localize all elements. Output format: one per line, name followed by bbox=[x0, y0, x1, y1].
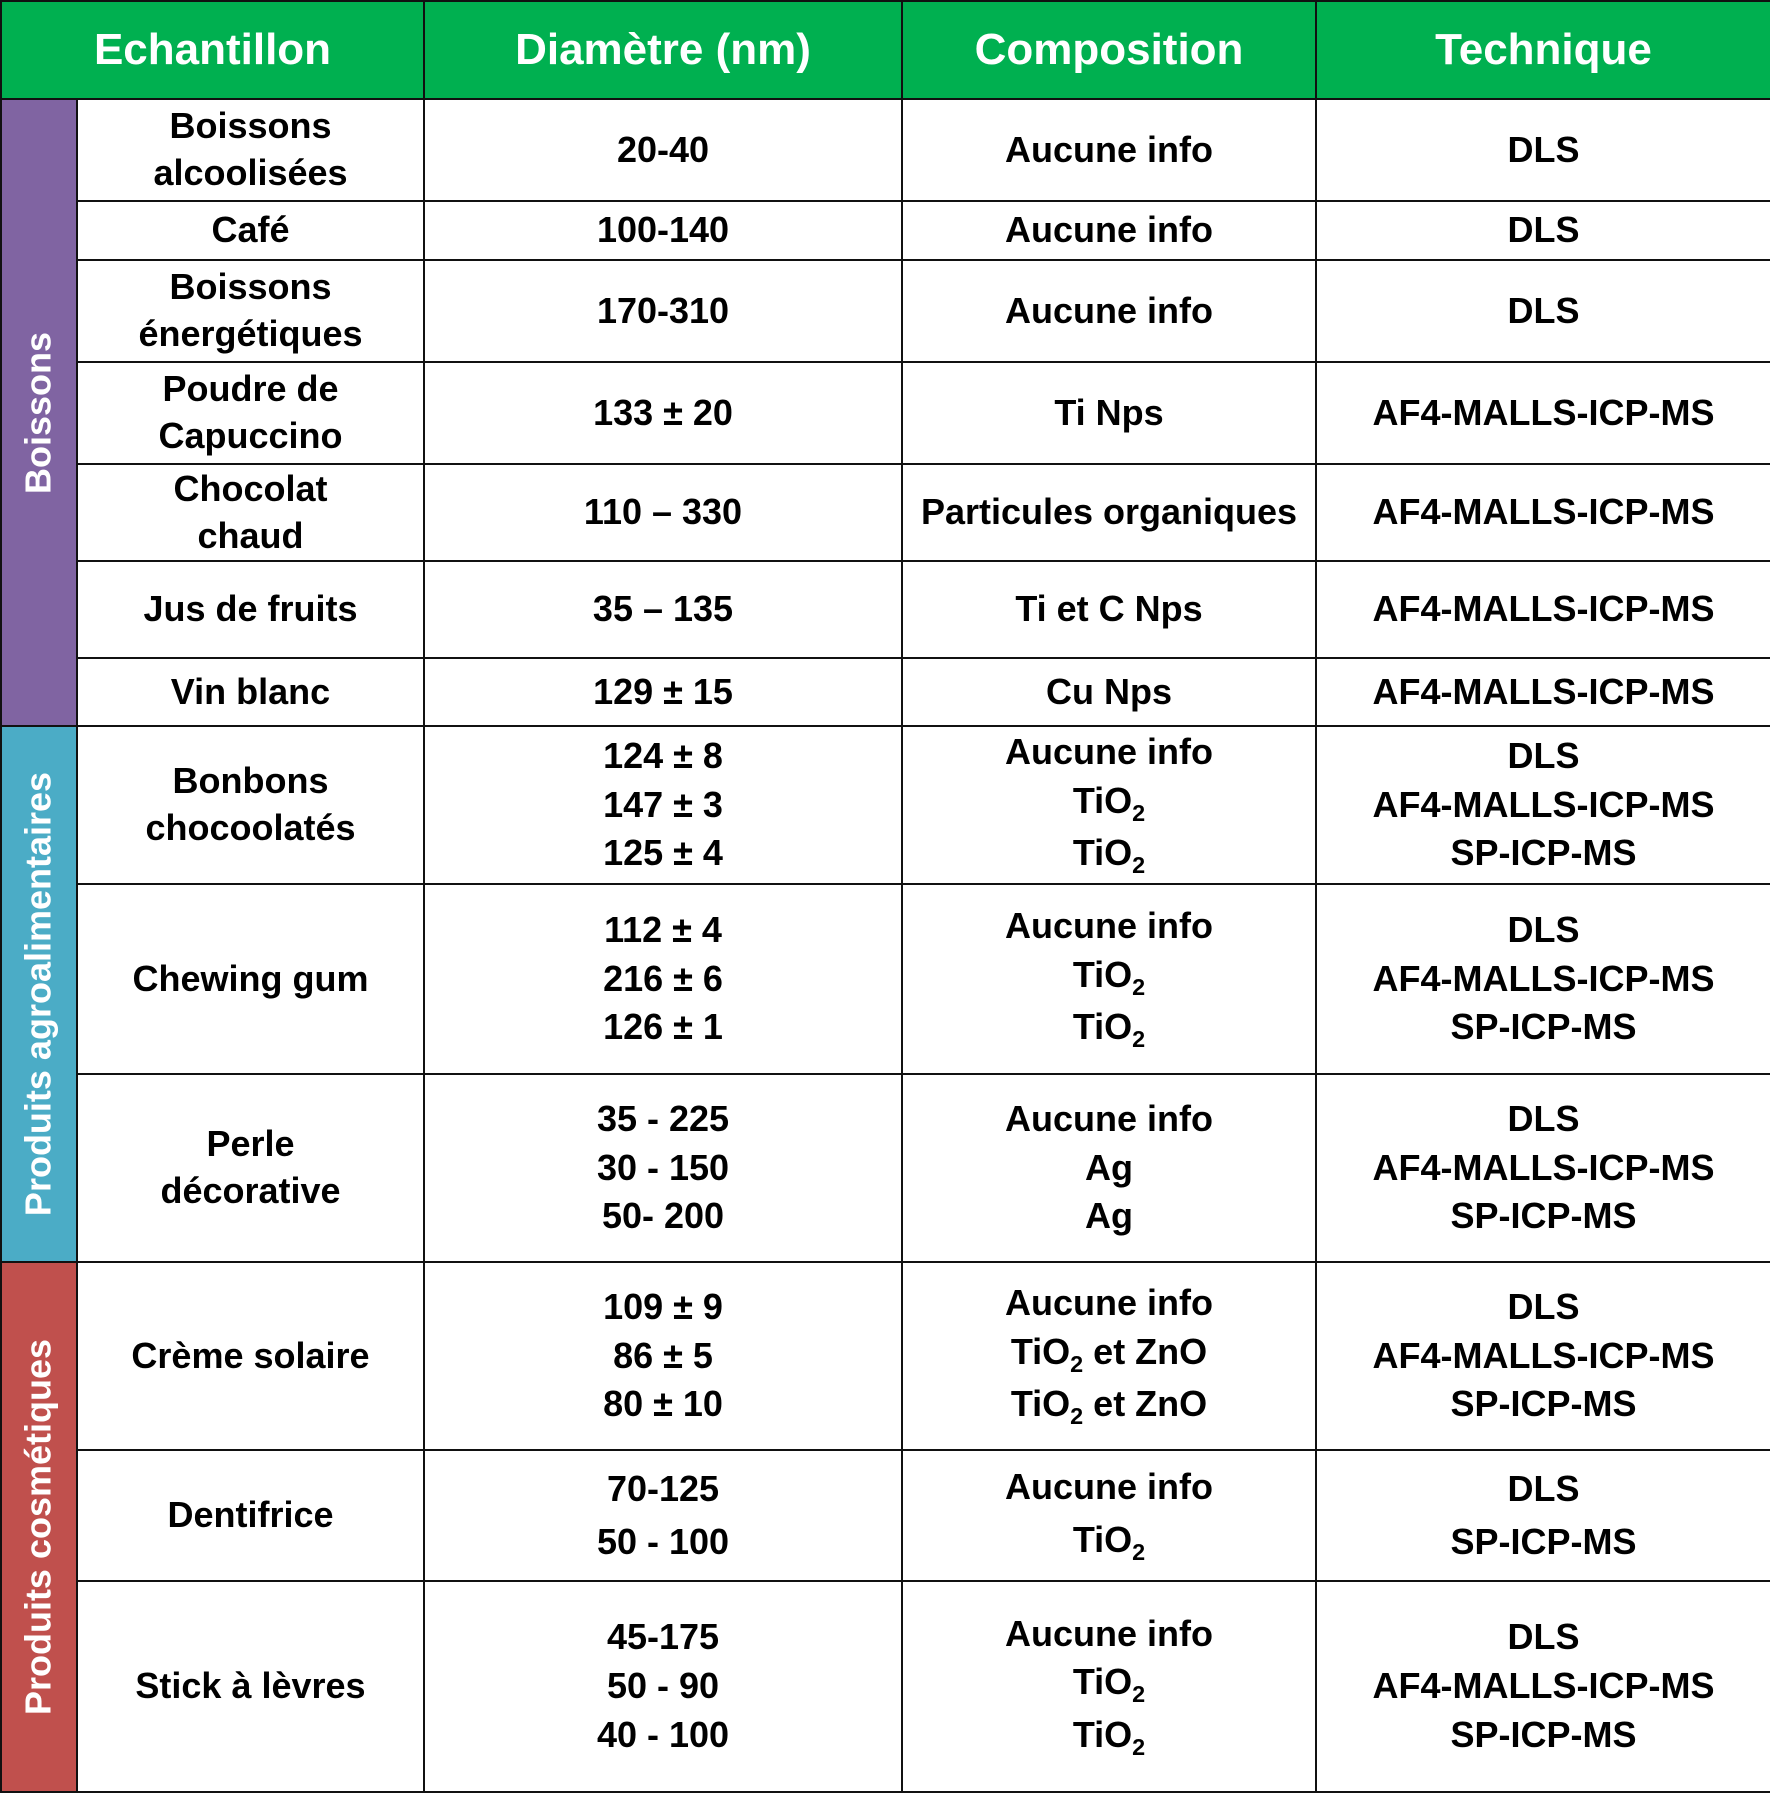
technique-cell bbox=[1316, 201, 1770, 260]
cell-line: Ag bbox=[1085, 1146, 1133, 1188]
cell-line: 124 ± 8 bbox=[603, 734, 723, 776]
header-row bbox=[1, 1, 1770, 99]
subscript: 2 bbox=[1132, 1734, 1146, 1761]
composition-cell bbox=[902, 561, 1316, 658]
sample-cell: Boissons énergétiques bbox=[77, 260, 424, 362]
cell-line: AF4-MALLS-ICP-MS bbox=[1372, 783, 1715, 825]
cell-line: Aucune info bbox=[1005, 731, 1213, 772]
cell-line: 45-175 bbox=[606, 1616, 720, 1658]
header-echantillon: Echantillon bbox=[1, 1, 424, 99]
technique-cell bbox=[1316, 1581, 1770, 1792]
cell-line: SP-ICP-MS bbox=[1450, 1520, 1637, 1562]
diameter-cell bbox=[424, 99, 902, 201]
cell-line: DLS bbox=[1507, 209, 1580, 251]
cell-line: 126 ± 1 bbox=[603, 1006, 723, 1048]
technique-cell bbox=[1316, 561, 1770, 658]
cell-line: TiO$_2$ bbox=[1072, 1518, 1146, 1565]
category-label: Boissons bbox=[17, 331, 59, 494]
diameter-cell bbox=[424, 561, 902, 658]
technique-cell bbox=[1316, 99, 1770, 201]
cell-line: SP-ICP-MS bbox=[1450, 1713, 1637, 1755]
composition-cell bbox=[902, 1074, 1316, 1262]
cell-line: 147 ± 3 bbox=[603, 783, 723, 825]
composition-cell bbox=[902, 1450, 1316, 1581]
composition-cell bbox=[902, 362, 1316, 464]
composition-cell bbox=[902, 1262, 1316, 1450]
technique-cell bbox=[1316, 726, 1770, 884]
cell-line: Ag bbox=[1085, 1195, 1133, 1237]
sample-cell: Vin blanc bbox=[77, 658, 424, 726]
table-row bbox=[1, 464, 1770, 561]
cell-line: Particules organiques bbox=[920, 491, 1298, 533]
cell-line: 133 ± 20 bbox=[593, 391, 733, 433]
sample-cell: Perle décorative bbox=[77, 1074, 424, 1262]
technique-cell bbox=[1316, 464, 1770, 561]
cell-line: DLS bbox=[1507, 1616, 1580, 1658]
subscript: 2 bbox=[1132, 852, 1146, 879]
cell-line: 35 - 225 bbox=[596, 1097, 730, 1139]
composition-cell bbox=[902, 260, 1316, 362]
diameter-cell bbox=[424, 658, 902, 726]
cell-line: 20-40 bbox=[616, 128, 710, 170]
subscript: 2 bbox=[1132, 1538, 1146, 1565]
cell-line: 50- 200 bbox=[601, 1195, 725, 1237]
cell-line: 86 ± 5 bbox=[613, 1334, 713, 1376]
diameter-cell bbox=[424, 260, 902, 362]
subscript: 2 bbox=[1132, 1681, 1146, 1708]
cell-line: Aucune info bbox=[1005, 1612, 1213, 1654]
technique-cell bbox=[1316, 362, 1770, 464]
cell-line: DLS bbox=[1507, 1097, 1580, 1139]
category-label: Produits agroalimentaires bbox=[17, 771, 59, 1217]
cell-line: 129 ± 15 bbox=[593, 670, 733, 712]
table-row bbox=[1, 260, 1770, 362]
table-row bbox=[1, 1450, 1770, 1581]
table-row bbox=[1, 658, 1770, 726]
cell-line: Aucune info bbox=[1005, 209, 1213, 251]
cell-line: TiO$_2$ bbox=[1072, 779, 1146, 826]
cell-line: TiO$_2$ bbox=[1072, 953, 1146, 1000]
cell-line: TiO$_2$ bbox=[1072, 1661, 1146, 1708]
cell-line: TiO$_2$ bbox=[1072, 1006, 1146, 1053]
cell-line: DLS bbox=[1507, 1467, 1580, 1509]
subscript: 2 bbox=[1132, 973, 1146, 1000]
category-cell bbox=[1, 99, 77, 726]
cell-line: AF4-MALLS-ICP-MS bbox=[1372, 1665, 1715, 1707]
cell-line: AF4-MALLS-ICP-MS bbox=[1372, 588, 1715, 630]
table-row bbox=[1, 1581, 1770, 1792]
cell-line: AF4-MALLS-ICP-MS bbox=[1372, 491, 1715, 533]
cell-line: 50 - 90 bbox=[606, 1665, 720, 1707]
table-row bbox=[1, 1074, 1770, 1262]
cell-line: AF4-MALLS-ICP-MS bbox=[1372, 391, 1715, 433]
subscript: 2 bbox=[1132, 1026, 1146, 1053]
diameter-cell bbox=[424, 1262, 902, 1450]
composition-cell bbox=[902, 464, 1316, 561]
technique-cell bbox=[1316, 884, 1770, 1074]
technique-cell bbox=[1316, 658, 1770, 726]
cell-line: TiO$_2$ bbox=[1072, 1713, 1146, 1761]
cell-line: 30 - 150 bbox=[596, 1146, 730, 1188]
category-cell bbox=[1, 726, 77, 1262]
diameter-cell bbox=[424, 201, 902, 260]
cell-line: 125 ± 4 bbox=[603, 832, 723, 874]
sample-cell: Chocolat chaud bbox=[77, 464, 424, 561]
cell-line: 40 - 100 bbox=[596, 1713, 730, 1755]
composition-cell bbox=[902, 1581, 1316, 1792]
table-row bbox=[1, 1262, 1770, 1450]
diameter-cell bbox=[424, 1581, 902, 1792]
cell-line: SP-ICP-MS bbox=[1450, 832, 1637, 874]
table-row bbox=[1, 201, 1770, 260]
technique-cell bbox=[1316, 1074, 1770, 1262]
technique-cell bbox=[1316, 1262, 1770, 1450]
cell-line: 170-310 bbox=[596, 289, 730, 331]
cell-line: Aucune info bbox=[1005, 289, 1213, 331]
cell-line: DLS bbox=[1507, 734, 1580, 776]
composition-cell bbox=[902, 884, 1316, 1074]
header-technique: Technique bbox=[1316, 1, 1770, 99]
sample-cell: Chewing gum bbox=[77, 884, 424, 1074]
cell-line: Aucune info bbox=[1005, 1097, 1213, 1139]
cell-line: 216 ± 6 bbox=[603, 957, 723, 999]
table-row bbox=[1, 726, 1770, 884]
category-cell bbox=[1, 1262, 77, 1792]
technique-cell bbox=[1316, 260, 1770, 362]
diameter-cell bbox=[424, 464, 902, 561]
cell-line: Aucune info bbox=[1005, 1282, 1213, 1323]
sample-cell: Bonbons chocoolatés bbox=[77, 726, 424, 884]
cell-line: SP-ICP-MS bbox=[1450, 1383, 1637, 1425]
cell-line: AF4-MALLS-ICP-MS bbox=[1372, 670, 1715, 712]
cell-line: Aucune info bbox=[1005, 905, 1213, 946]
cell-line: TiO$_2$ et ZnO bbox=[1010, 1330, 1208, 1377]
cell-line: Ti Nps bbox=[1054, 391, 1164, 433]
sample-cell: Café bbox=[77, 201, 424, 260]
composition-cell bbox=[902, 201, 1316, 260]
cell-line: AF4-MALLS-ICP-MS bbox=[1372, 957, 1715, 999]
table-row bbox=[1, 884, 1770, 1074]
cell-line: 35 – 135 bbox=[592, 588, 734, 630]
cell-line: DLS bbox=[1507, 908, 1580, 950]
composition-cell bbox=[902, 726, 1316, 884]
cell-line: 70-125 bbox=[606, 1467, 720, 1509]
sample-cell: Boissons alcoolisées bbox=[77, 99, 424, 201]
cell-line: SP-ICP-MS bbox=[1450, 1006, 1637, 1048]
cell-line: 100-140 bbox=[596, 209, 730, 251]
sample-cell: Jus de fruits bbox=[77, 561, 424, 658]
composition-cell bbox=[902, 658, 1316, 726]
diameter-cell bbox=[424, 884, 902, 1074]
cell-line: 80 ± 10 bbox=[603, 1383, 723, 1425]
cell-line: 110 – 330 bbox=[583, 491, 743, 533]
cell-line: 50 - 100 bbox=[596, 1520, 730, 1562]
cell-line: DLS bbox=[1507, 289, 1580, 331]
cell-line: TiO$_2$ bbox=[1072, 832, 1146, 879]
composition-cell bbox=[902, 99, 1316, 201]
header-composition: Composition bbox=[902, 1, 1316, 99]
cell-line: AF4-MALLS-ICP-MS bbox=[1372, 1146, 1715, 1188]
cell-line: SP-ICP-MS bbox=[1450, 1195, 1637, 1237]
technique-cell bbox=[1316, 1450, 1770, 1581]
category-label: Produits cosmétiques bbox=[17, 1338, 59, 1716]
diameter-cell bbox=[424, 1450, 902, 1581]
table-row bbox=[1, 99, 1770, 201]
diameter-cell bbox=[424, 1074, 902, 1262]
table-row bbox=[1, 561, 1770, 658]
cell-line: Aucune info bbox=[1005, 128, 1213, 170]
cell-line: DLS bbox=[1507, 128, 1580, 170]
table-body bbox=[1, 99, 1770, 1792]
diameter-cell bbox=[424, 362, 902, 464]
header-diametre: Diamètre (nm) bbox=[424, 1, 902, 99]
subscript: 2 bbox=[1070, 1350, 1084, 1377]
cell-line: AF4-MALLS-ICP-MS bbox=[1372, 1334, 1715, 1376]
cell-line: Aucune info bbox=[1005, 1465, 1213, 1507]
subscript: 2 bbox=[1070, 1403, 1084, 1430]
cell-line: Ti et C Nps bbox=[1015, 588, 1203, 630]
sample-cell: Poudre de Capuccino bbox=[77, 362, 424, 464]
cell-line: DLS bbox=[1507, 1285, 1580, 1327]
cell-line: 112 ± 4 bbox=[604, 908, 722, 950]
sample-cell: Crème solaire bbox=[77, 1262, 424, 1450]
cell-line: 109 ± 9 bbox=[603, 1285, 723, 1327]
cell-line: TiO$_2$ et ZnO bbox=[1010, 1383, 1208, 1430]
sample-cell: Stick à lèvres bbox=[77, 1581, 424, 1792]
cell-line: Cu Nps bbox=[1046, 670, 1172, 712]
table-row bbox=[1, 362, 1770, 464]
sample-cell: Dentifrice bbox=[77, 1450, 424, 1581]
diameter-cell bbox=[424, 726, 902, 884]
subscript: 2 bbox=[1132, 799, 1146, 826]
